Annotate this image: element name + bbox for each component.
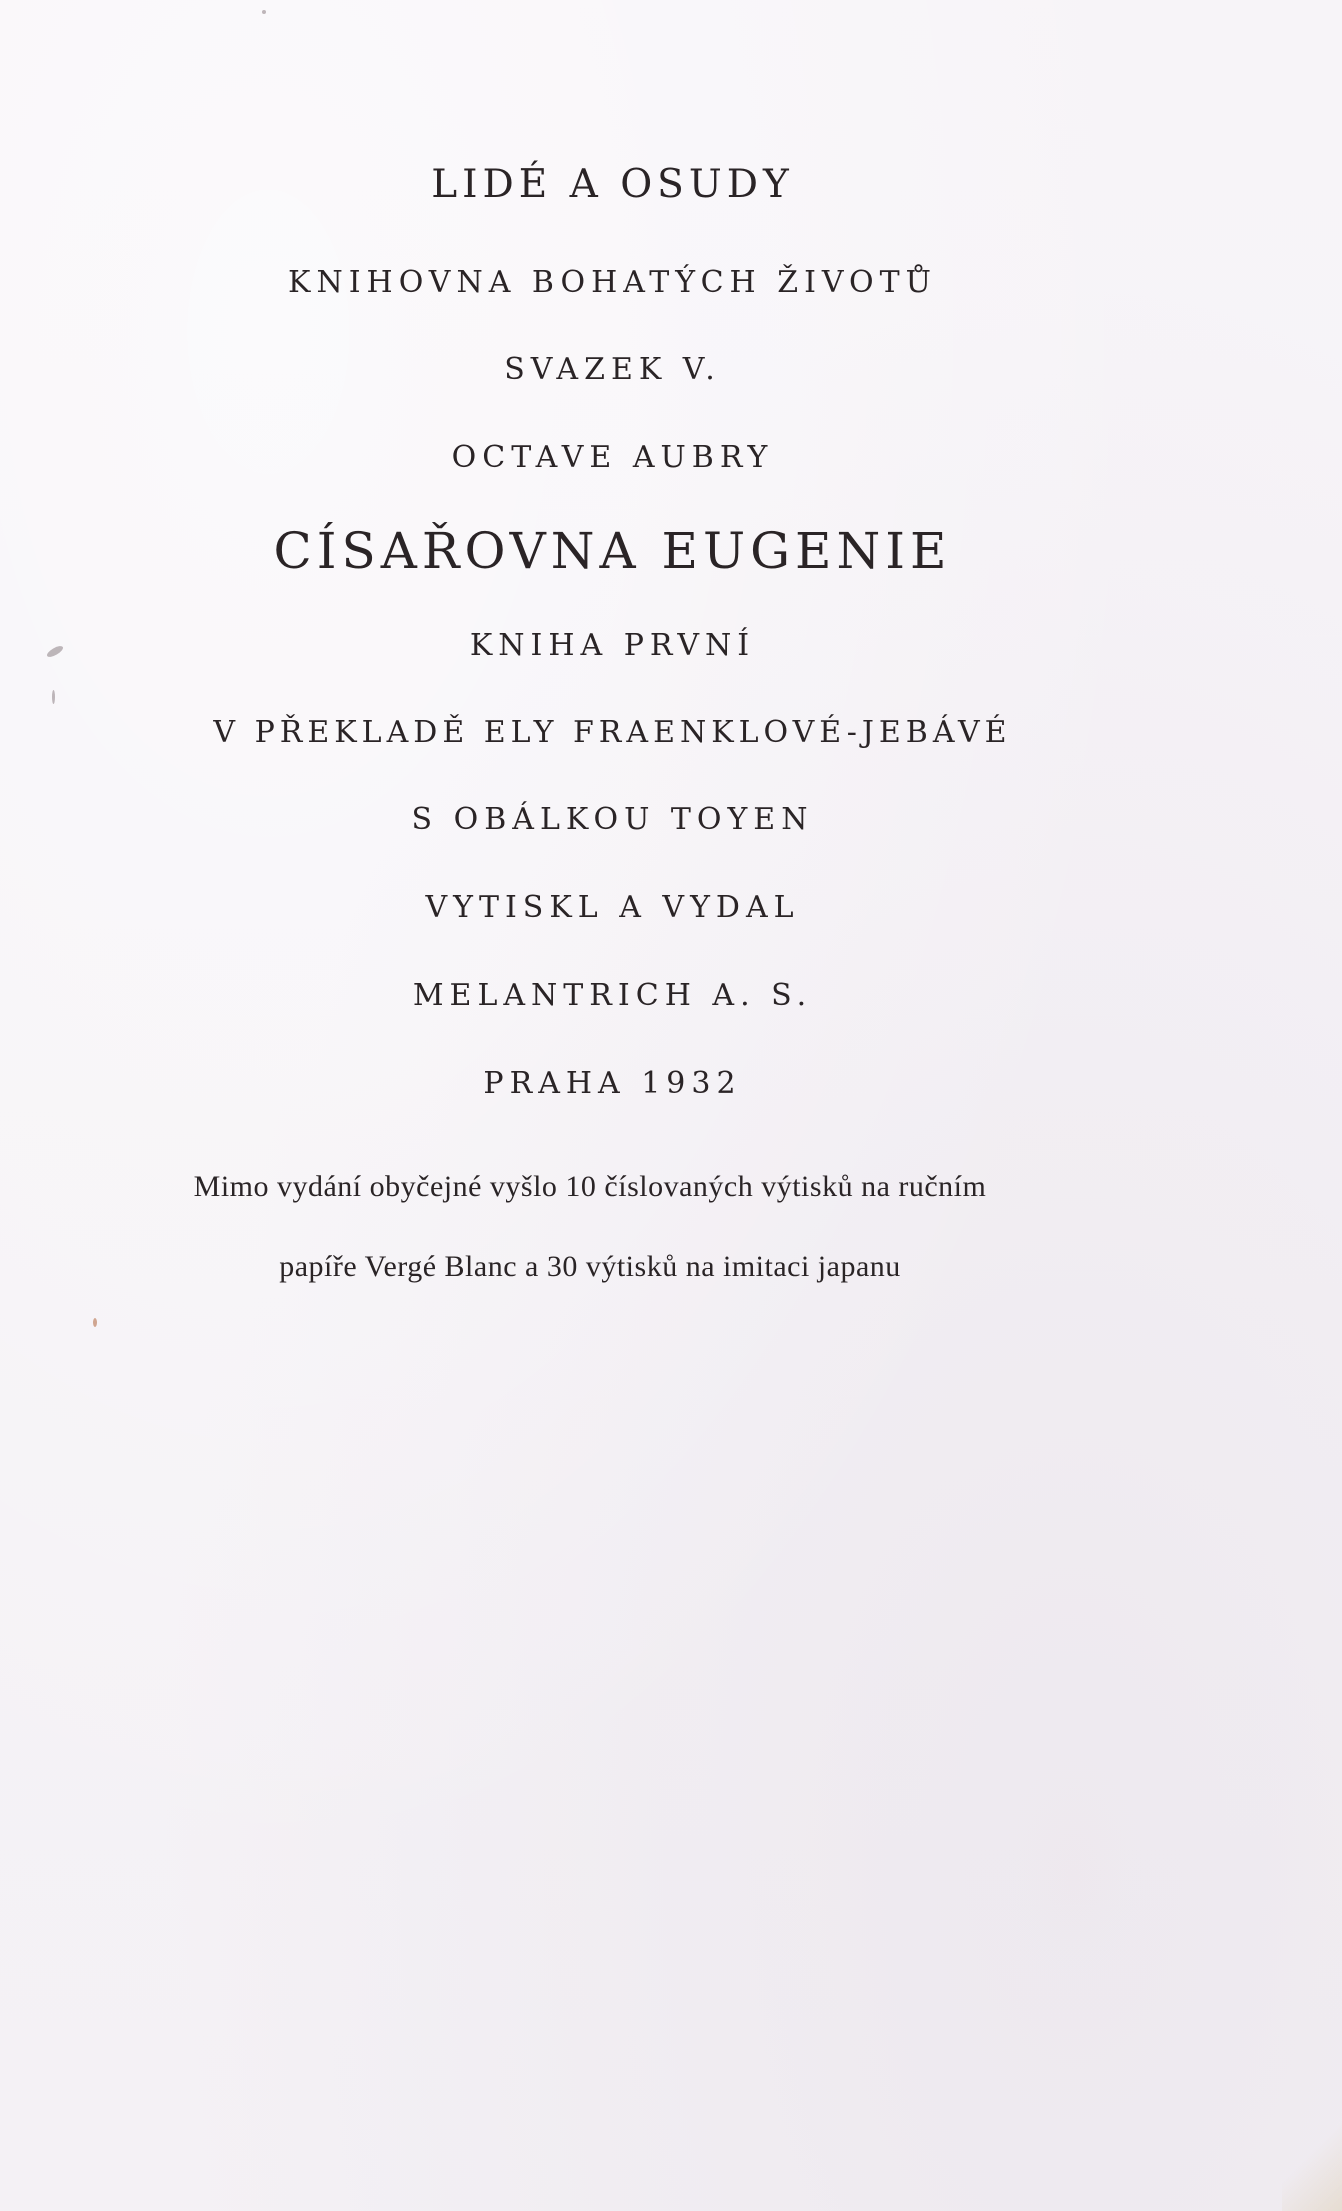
series-title: LIDÉ A OSUDY [431, 162, 794, 207]
edition-note-line-2: papíře Vergé Blanc a 30 výtisků na imitaci japanu [279, 1250, 901, 1283]
book-title: CÍSAŘOVNA EUGENIE [273, 522, 952, 580]
book-part: KNIHA PRVNÍ [469, 628, 756, 663]
paper-speck [93, 1318, 97, 1327]
publisher-name: MELANTRICH A. S. [412, 978, 813, 1013]
paper-speck [52, 690, 55, 704]
printer-credit: VYTISKL A VYDAL [425, 890, 800, 925]
cover-credit: S OBÁLKOU TOYEN [411, 802, 814, 837]
volume-number: SVAZEK V. [504, 352, 721, 387]
corner-stain [1282, 2121, 1342, 2211]
edition-note-line-1: Mimo vydání obyčejné vyšlo 10 číslovaných výtisků na ručním [193, 1170, 987, 1203]
translator-credit: V PŘEKLADĚ ELY FRAENKLOVÉ-JEBÁVÉ [213, 715, 1012, 750]
city-year: PRAHA 1932 [483, 1066, 742, 1101]
author-name: OCTAVE AUBRY [451, 440, 774, 475]
paper-speck [262, 10, 266, 14]
library-name: KNIHOVNA BOHATÝCH ŽIVOTŮ [288, 265, 937, 300]
